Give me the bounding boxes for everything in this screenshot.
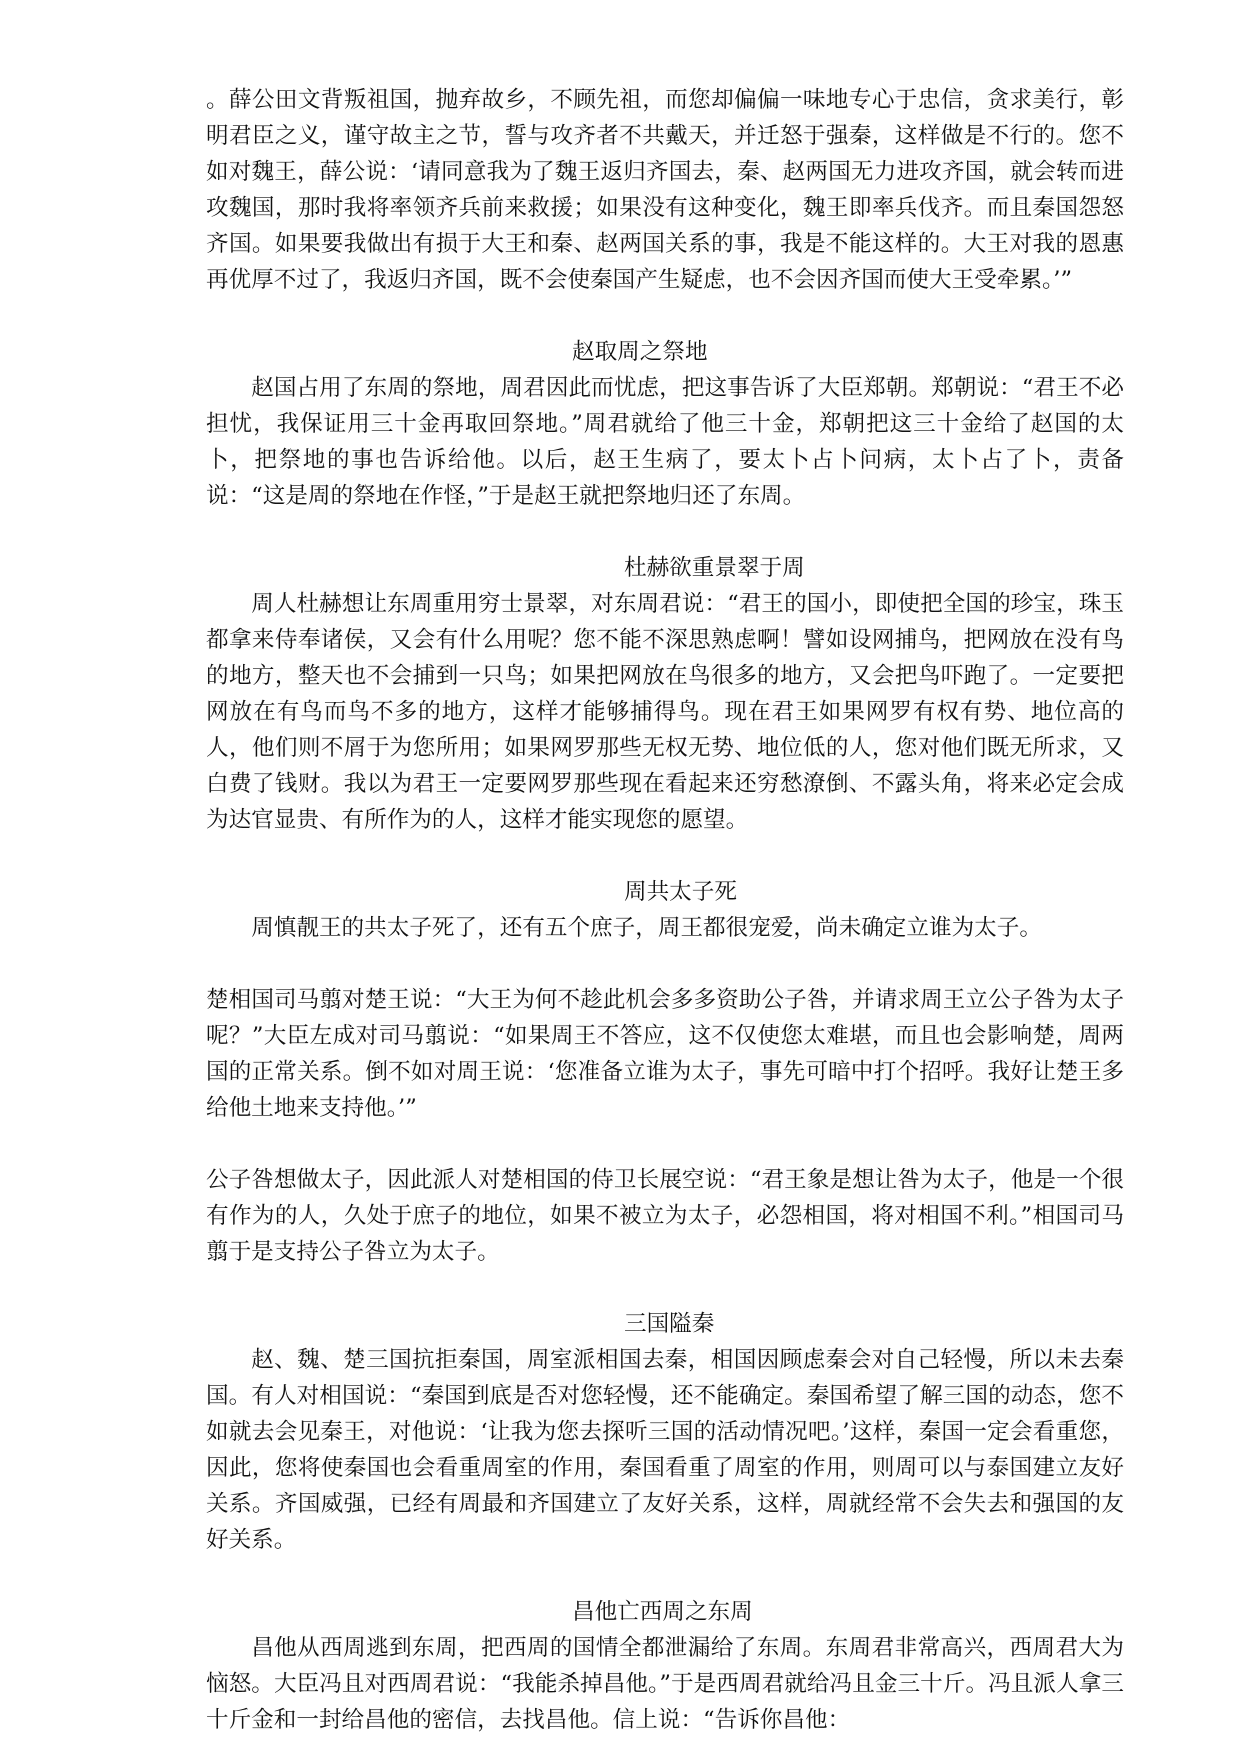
section-paragraph: 公子咎想做太子，因此派人对楚相国的侍卫长展空说：“君王象是想让咎为太子，他是一个很有作为的人，久处于庶子的地位，如果不被立为太子，必怨相国，将对相国不利。”相国司马翦于是支持公子咎立为太子。 bbox=[206, 1167, 1124, 1265]
section-title-du-he: 杜赫欲重景翠于周 bbox=[624, 555, 805, 581]
intro-paragraph: 。薛公田文背叛祖国，抛弃故乡，不顾先祖，而您却偏偏一味地专心于忠信，贪求美行，彰明君臣之义，谨守故主之节，誓与攻齐者不共戴天，并迁怒于强秦，这样做是不行的。您不如对魏王，薛公说：‘请同意我为了魏王返归齐国去，秦、赵两国无力进攻齐国，就会转而进攻魏国，那时我将率领齐兵前来救援；如果没有这种变化，魏王即率兵伐齐。而且秦国怨怒齐国。如果要我做出有损于大王和秦、赵两国关系的事，我是不能这样的。大王对我的恩惠再优厚不过了，我返归齐国，既不会使秦国产生疑虑，也不会因齐国而使大王受牵累。’” bbox=[206, 87, 1124, 293]
section-paragraph: 赵、魏、楚三国抗拒秦国，周室派相国去秦，相国因顾虑秦会对自己轻慢，所以未去秦国。有人对相国说：“秦国到底是否对您轻慢，还不能确定。秦国希望了解三国的动态，您不如就去会见秦王，对他说：‘让我为您去探听三国的活动情况吧。’这样，秦国一定会看重您，因此，您将使秦国也会看重周室的作用，秦国看重了周室的作用，则周可以与泰国建立友好关系。齐国威强，已经有周最和齐国建立了友好关系，这样，周就经常不会失去和强国的友好关系。 bbox=[206, 1347, 1124, 1553]
section-title-zhao-qu-zhou: 赵取周之祭地 bbox=[572, 339, 708, 365]
document-page bbox=[206, 82, 1124, 1738]
section-paragraph: 昌他从西周逃到东周，把西周的国情全都泄漏给了东周。东周君非常高兴，西周君大为恼怒。大臣冯且对西周君说：“我能杀掉昌他。”于是西周君就给冯且金三十斤。冯且派人拿三十斤金和一封给昌他的密信，去找昌他。信上说：“告诉你昌他： bbox=[206, 1635, 1124, 1733]
section-title-chang-ta: 昌他亡西周之东周 bbox=[572, 1599, 753, 1625]
section-paragraph: 楚相国司马翦对楚王说：“大王为何不趁此机会多多资助公子咎，并请求周王立公子咎为太子呢？”大臣左成对司马翦说：“如果周王不答应，这不仅使您太难堪，而且也会影响楚，周两国的正常关系。倒不如对周王说：‘您准备立谁为太子，事先可暗中打个招呼。我好让楚王多给他土地来支持他。’” bbox=[206, 987, 1124, 1121]
section-paragraph: 周慎靓王的共太子死了，还有五个庶子，周王都很宠爱，尚未确定立谁为太子。 bbox=[251, 915, 1042, 941]
section-paragraph: 周人杜赫想让东周重用穷士景翠，对东周君说：“君王的国小，即使把全国的珍宝，珠玉都拿来侍奉诸侯，又会有什么用呢？您不能不深思熟虑啊！譬如设网捕鸟，把网放在没有鸟的地方，整天也不会捕到一只鸟；如果把网放在鸟很多的地方，又会把鸟吓跑了。一定要把网放在有鸟而鸟不多的地方，这样才能够捕得鸟。现在君王如果网罗有权有势、地位高的人，他们则不屑于为您所用；如果网罗那些无权无势、地位低的人，您对他们既无所求，又白费了钱财。我以为君王一定要网罗那些现在看起来还穷愁潦倒、不露头角，将来必定会成为达官显贵、有所作为的人，这样才能实现您的愿望。 bbox=[206, 591, 1124, 833]
section-title-zhou-gong-taizi: 周共太子死 bbox=[624, 879, 737, 905]
section-title-san-guo-ai-qin: 三国隘秦 bbox=[624, 1311, 715, 1337]
section-paragraph: 赵国占用了东周的祭地，周君因此而忧虑，把这事告诉了大臣郑朝。郑朝说：“君王不必担忧，我保证用三十金再取回祭地。”周君就给了他三十金，郑朝把这三十金给了赵国的太卜，把祭地的事也告诉给他。以后，赵王生病了，要太卜占卜问病，太卜占了卜，责备说：“这是周的祭地在作怪，”于是赵王就把祭地归还了东周。 bbox=[206, 375, 1124, 509]
